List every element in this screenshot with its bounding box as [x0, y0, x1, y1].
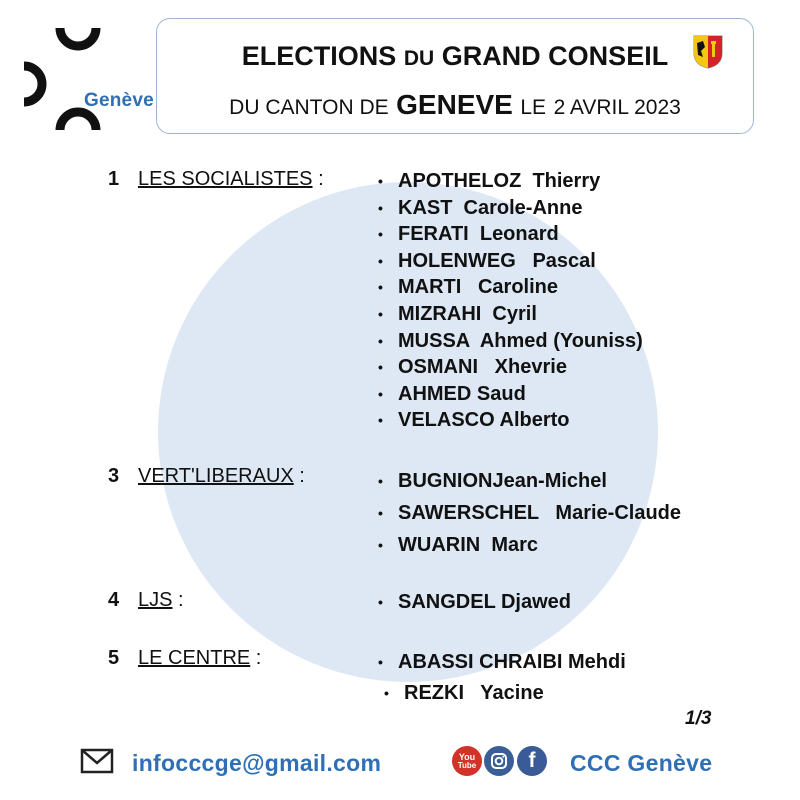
candidate-item: • KAST Carole-Anne — [376, 195, 643, 222]
party-number: 5 — [108, 647, 120, 669]
candidate-item: • SANGDEL Djawed — [376, 589, 571, 615]
title-le: LE — [520, 96, 547, 119]
party-row — [108, 168, 324, 191]
candidate-item: • OSMANI Xhevrie — [376, 354, 643, 381]
candidate-list — [376, 168, 643, 434]
party-row — [108, 589, 184, 612]
candidate-list — [376, 589, 571, 615]
title-du-canton-de: DU CANTON DE — [229, 96, 389, 119]
logo-text: Genève — [84, 90, 154, 111]
candidate-item: • FERATI Leonard — [376, 221, 643, 248]
party-separator: : — [312, 168, 324, 190]
candidate-item: • AHMED Saud — [376, 381, 643, 408]
mail-icon[interactable] — [80, 747, 114, 775]
party-name: LE CENTRE — [138, 647, 251, 669]
candidate-item: • MARTI Caroline — [376, 274, 643, 301]
brand-name: CCC Genève — [570, 750, 713, 776]
instagram-icon[interactable] — [484, 746, 514, 776]
party-separator: : — [293, 465, 305, 487]
title-du: DU — [403, 47, 435, 70]
candidate-item: • BUGNIONJean-Michel — [376, 465, 681, 497]
party-row — [108, 647, 261, 670]
candidate-item: • MUSSA Ahmed (Youniss) — [376, 328, 643, 355]
title-grand-conseil: GRAND CONSEIL — [441, 41, 669, 71]
party-separator: : — [172, 589, 184, 611]
ccc-logo — [18, 22, 154, 137]
party-number: 4 — [108, 589, 120, 611]
ccc-logo-mark — [18, 22, 148, 137]
page-indicator: 1/3 — [685, 708, 712, 729]
candidate-item: • REZKI Yacine — [382, 678, 632, 709]
title-geneve: GENEVE — [396, 89, 513, 120]
party-name: LES SOCIALISTES — [138, 168, 313, 190]
title-line-1 — [157, 41, 753, 72]
candidate-item: • SAWERSCHEL Marie-Claude — [376, 497, 681, 529]
party-name: LJS — [138, 589, 173, 611]
candidate-item: • ABASSI CHRAIBI Mehdi — [376, 647, 626, 678]
youtube-icon[interactable]: You Tube — [452, 746, 482, 776]
candidate-list — [376, 647, 626, 709]
email-link[interactable]: infocccge@gmail.com — [132, 750, 382, 776]
title-line-2 — [157, 89, 753, 121]
candidate-item: • HOLENWEG Pascal — [376, 248, 643, 275]
party-number: 3 — [108, 465, 120, 487]
candidate-item: • VELASCO Alberto — [376, 407, 643, 434]
title-elections: ELECTIONS — [241, 41, 397, 71]
candidate-item: • MIZRAHI Cyril — [376, 301, 643, 328]
party-separator: : — [250, 647, 262, 669]
candidate-item: • APOTHELOZ Thierry — [376, 168, 643, 195]
party-number: 1 — [108, 168, 120, 190]
facebook-icon[interactable]: f — [517, 746, 547, 776]
party-name: VERT'LIBERAUX — [138, 465, 294, 487]
candidate-list — [376, 465, 681, 561]
header-box — [156, 18, 754, 134]
geneva-crest-icon — [693, 35, 723, 69]
candidate-item: • WUARIN Marc — [376, 529, 681, 561]
party-row — [108, 465, 305, 488]
title-date: 2 AVRIL 2023 — [553, 96, 681, 119]
